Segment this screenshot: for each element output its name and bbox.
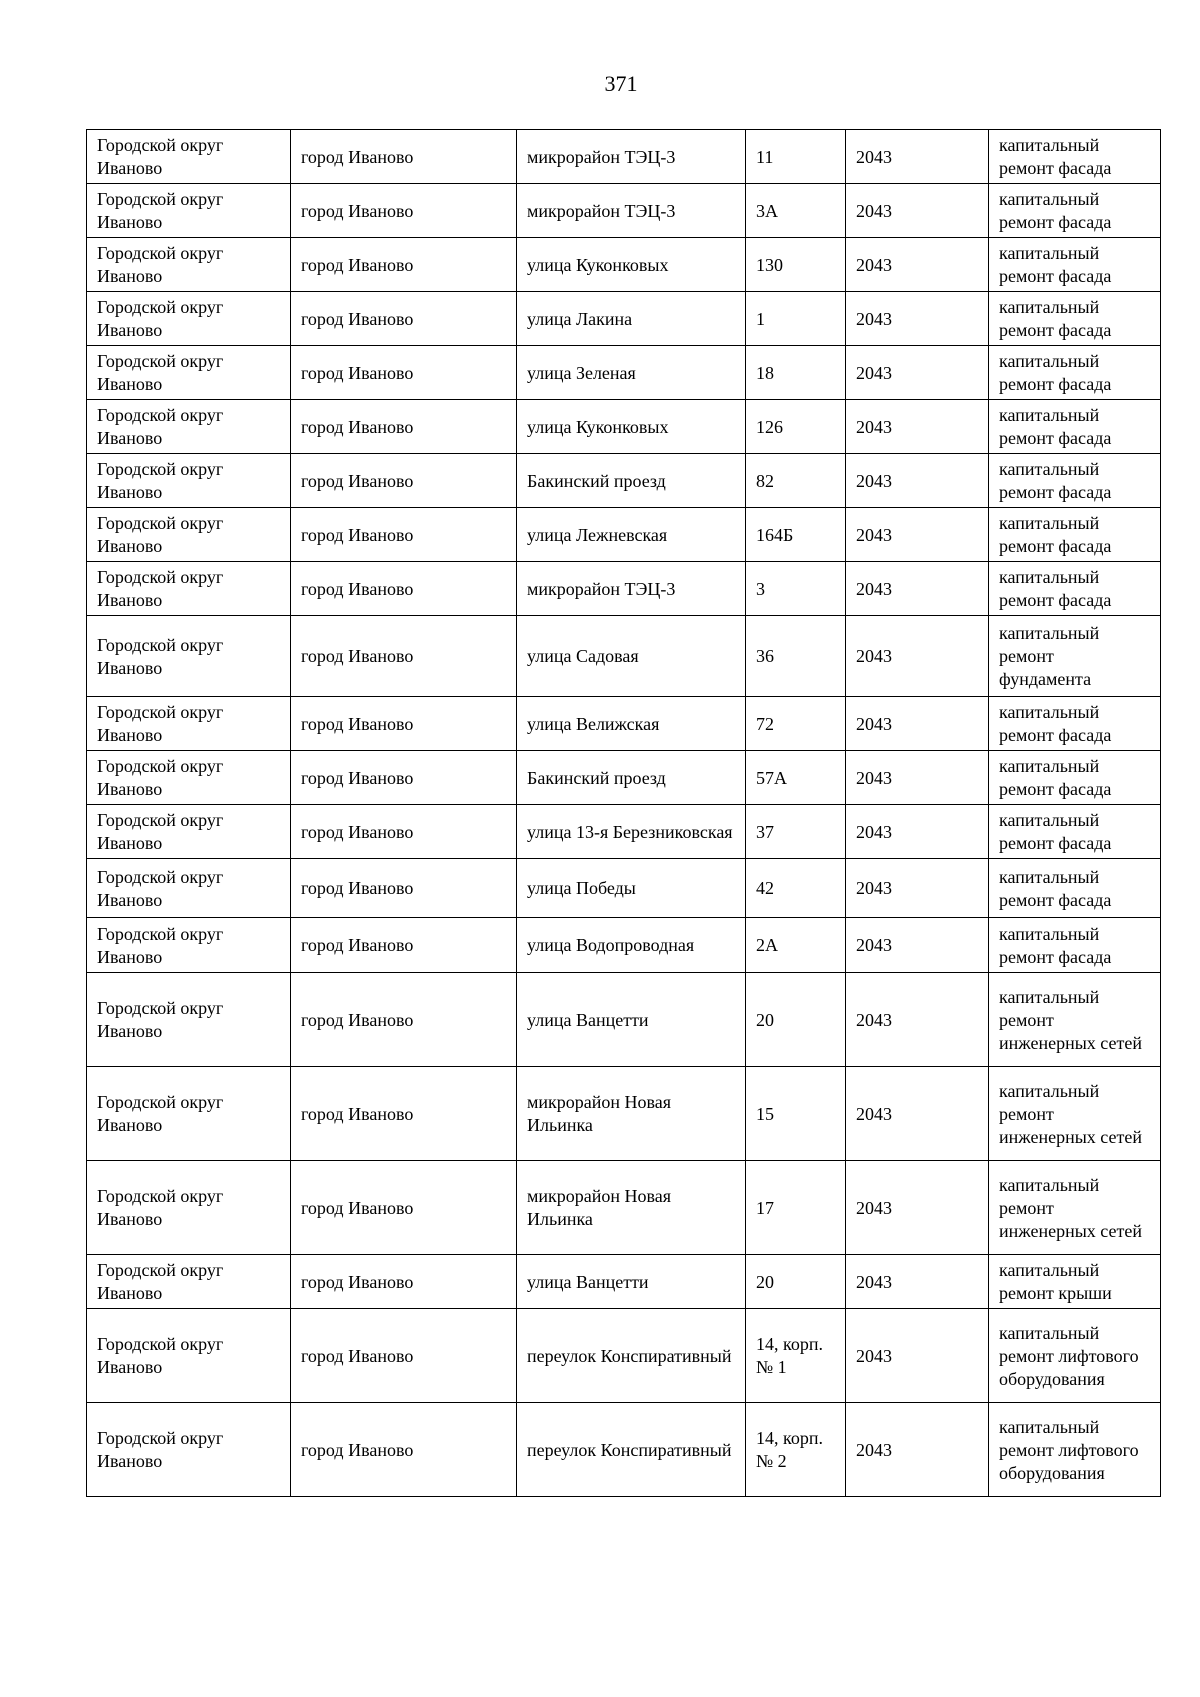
municipality-cell: Городской округ Иваново xyxy=(87,130,291,184)
year-cell: 2043 xyxy=(846,238,989,292)
street-cell: микрорайон ТЭЦ-3 xyxy=(517,184,746,238)
street-cell: Бакинский проезд xyxy=(517,454,746,508)
municipality-cell: Городской округ Иваново xyxy=(87,508,291,562)
table-row xyxy=(87,751,1161,805)
house-number-cell: 20 xyxy=(746,973,846,1067)
year-cell: 2043 xyxy=(846,697,989,751)
municipality-cell: Городской округ Иваново xyxy=(87,1161,291,1255)
settlement-cell: город Иваново xyxy=(291,562,517,616)
house-number-cell: 72 xyxy=(746,697,846,751)
street-cell: улица Ванцетти xyxy=(517,1255,746,1309)
municipality-cell: Городской округ Иваново xyxy=(87,805,291,859)
table-row xyxy=(87,1067,1161,1161)
year-cell: 2043 xyxy=(846,751,989,805)
year-cell: 2043 xyxy=(846,1255,989,1309)
year-cell: 2043 xyxy=(846,805,989,859)
work-type-cell: капитальный ремонт фасада xyxy=(989,346,1161,400)
municipality-cell: Городской округ Иваново xyxy=(87,184,291,238)
work-type-cell: капитальный ремонт фундамента xyxy=(989,616,1161,697)
street-cell: улица 13-я Березниковская xyxy=(517,805,746,859)
house-number-cell: 17 xyxy=(746,1161,846,1255)
year-cell: 2043 xyxy=(846,1309,989,1403)
settlement-cell: город Иваново xyxy=(291,859,517,918)
work-type-cell: капитальный ремонт крыши xyxy=(989,1255,1161,1309)
settlement-cell: город Иваново xyxy=(291,1403,517,1497)
settlement-cell: город Иваново xyxy=(291,616,517,697)
table-row xyxy=(87,562,1161,616)
year-cell: 2043 xyxy=(846,1403,989,1497)
municipality-cell: Городской округ Иваново xyxy=(87,292,291,346)
year-cell: 2043 xyxy=(846,454,989,508)
table-row xyxy=(87,292,1161,346)
table-row xyxy=(87,454,1161,508)
year-cell: 2043 xyxy=(846,346,989,400)
table-row xyxy=(87,400,1161,454)
house-number-cell: 126 xyxy=(746,400,846,454)
table-row xyxy=(87,805,1161,859)
page-number: 371 xyxy=(604,71,638,96)
municipality-cell: Городской округ Иваново xyxy=(87,918,291,973)
table-row xyxy=(87,1255,1161,1309)
house-number-cell: 14, корп. № 1 xyxy=(746,1309,846,1403)
table-row xyxy=(87,508,1161,562)
year-cell: 2043 xyxy=(846,918,989,973)
year-cell: 2043 xyxy=(846,292,989,346)
year-cell: 2043 xyxy=(846,859,989,918)
house-number-cell: 36 xyxy=(746,616,846,697)
settlement-cell: город Иваново xyxy=(291,346,517,400)
work-type-cell: капитальный ремонт инженерных сетей xyxy=(989,1067,1161,1161)
settlement-cell: город Иваново xyxy=(291,238,517,292)
work-type-cell: капитальный ремонт инженерных сетей xyxy=(989,1161,1161,1255)
table-row xyxy=(87,973,1161,1067)
municipality-cell: Городской округ Иваново xyxy=(87,346,291,400)
house-number-cell: 130 xyxy=(746,238,846,292)
municipality-cell: Городской округ Иваново xyxy=(87,1403,291,1497)
house-number-cell: 37 xyxy=(746,805,846,859)
year-cell: 2043 xyxy=(846,184,989,238)
settlement-cell: город Иваново xyxy=(291,1067,517,1161)
table-row xyxy=(87,859,1161,918)
year-cell: 2043 xyxy=(846,130,989,184)
table-row xyxy=(87,238,1161,292)
municipality-cell: Городской округ Иваново xyxy=(87,1309,291,1403)
year-cell: 2043 xyxy=(846,1161,989,1255)
settlement-cell: город Иваново xyxy=(291,805,517,859)
municipality-cell: Городской округ Иваново xyxy=(87,400,291,454)
street-cell: микрорайон Новая Ильинка xyxy=(517,1161,746,1255)
street-cell: улица Лежневская xyxy=(517,508,746,562)
house-number-cell: 42 xyxy=(746,859,846,918)
house-number-cell: 57А xyxy=(746,751,846,805)
work-type-cell: капитальный ремонт фасада xyxy=(989,697,1161,751)
settlement-cell: город Иваново xyxy=(291,130,517,184)
work-type-cell: капитальный ремонт лифтового оборудования xyxy=(989,1403,1161,1497)
work-type-cell: капитальный ремонт фасада xyxy=(989,918,1161,973)
settlement-cell: город Иваново xyxy=(291,918,517,973)
work-type-cell: капитальный ремонт фасада xyxy=(989,400,1161,454)
settlement-cell: город Иваново xyxy=(291,184,517,238)
street-cell: улица Лакина xyxy=(517,292,746,346)
street-cell: микрорайон Новая Ильинка xyxy=(517,1067,746,1161)
house-number-cell: 1 xyxy=(746,292,846,346)
house-number-cell: 2А xyxy=(746,918,846,973)
street-cell: улица Ванцетти xyxy=(517,973,746,1067)
municipality-cell: Городской округ Иваново xyxy=(87,562,291,616)
settlement-cell: город Иваново xyxy=(291,1255,517,1309)
work-type-cell: капитальный ремонт фасада xyxy=(989,130,1161,184)
municipality-cell: Городской округ Иваново xyxy=(87,859,291,918)
municipality-cell: Городской округ Иваново xyxy=(87,697,291,751)
house-number-cell: 3 xyxy=(746,562,846,616)
house-number-cell: 11 xyxy=(746,130,846,184)
settlement-cell: город Иваново xyxy=(291,1309,517,1403)
settlement-cell: город Иваново xyxy=(291,508,517,562)
table-row xyxy=(87,697,1161,751)
street-cell: микрорайон ТЭЦ-3 xyxy=(517,130,746,184)
settlement-cell: город Иваново xyxy=(291,454,517,508)
street-cell: улица Зеленая xyxy=(517,346,746,400)
year-cell: 2043 xyxy=(846,1067,989,1161)
year-cell: 2043 xyxy=(846,562,989,616)
settlement-cell: город Иваново xyxy=(291,973,517,1067)
table-body xyxy=(87,130,1161,1497)
street-cell: улица Садовая xyxy=(517,616,746,697)
year-cell: 2043 xyxy=(846,973,989,1067)
settlement-cell: город Иваново xyxy=(291,400,517,454)
year-cell: 2043 xyxy=(846,616,989,697)
table-row xyxy=(87,1309,1161,1403)
municipality-cell: Городской округ Иваново xyxy=(87,616,291,697)
municipality-cell: Городской округ Иваново xyxy=(87,1255,291,1309)
table-row xyxy=(87,346,1161,400)
work-type-cell: капитальный ремонт инженерных сетей xyxy=(989,973,1161,1067)
work-type-cell: капитальный ремонт фасада xyxy=(989,184,1161,238)
street-cell: переулок Конспиративный xyxy=(517,1309,746,1403)
work-type-cell: капитальный ремонт фасада xyxy=(989,751,1161,805)
table-row xyxy=(87,616,1161,697)
street-cell: Бакинский проезд xyxy=(517,751,746,805)
table-row xyxy=(87,918,1161,973)
work-type-cell: капитальный ремонт лифтового оборудования xyxy=(989,1309,1161,1403)
work-type-cell: капитальный ремонт фасада xyxy=(989,238,1161,292)
municipality-cell: Городской округ Иваново xyxy=(87,454,291,508)
house-number-cell: 3А xyxy=(746,184,846,238)
settlement-cell: город Иваново xyxy=(291,1161,517,1255)
municipality-cell: Городской округ Иваново xyxy=(87,1067,291,1161)
table-row xyxy=(87,1403,1161,1497)
work-type-cell: капитальный ремонт фасада xyxy=(989,292,1161,346)
street-cell: переулок Конспиративный xyxy=(517,1403,746,1497)
house-number-cell: 164Б xyxy=(746,508,846,562)
street-cell: микрорайон ТЭЦ-3 xyxy=(517,562,746,616)
year-cell: 2043 xyxy=(846,508,989,562)
house-number-cell: 20 xyxy=(746,1255,846,1309)
street-cell: улица Велижская xyxy=(517,697,746,751)
house-number-cell: 82 xyxy=(746,454,846,508)
table-row xyxy=(87,184,1161,238)
street-cell: улица Куконковых xyxy=(517,238,746,292)
house-number-cell: 18 xyxy=(746,346,846,400)
street-cell: улица Куконковых xyxy=(517,400,746,454)
settlement-cell: город Иваново xyxy=(291,292,517,346)
table-row xyxy=(87,1161,1161,1255)
year-cell: 2043 xyxy=(846,400,989,454)
repair-schedule-table xyxy=(86,129,1161,1497)
municipality-cell: Городской округ Иваново xyxy=(87,238,291,292)
street-cell: улица Водопроводная xyxy=(517,918,746,973)
municipality-cell: Городской округ Иваново xyxy=(87,751,291,805)
street-cell: улица Победы xyxy=(517,859,746,918)
work-type-cell: капитальный ремонт фасада xyxy=(989,454,1161,508)
work-type-cell: капитальный ремонт фасада xyxy=(989,805,1161,859)
work-type-cell: капитальный ремонт фасада xyxy=(989,562,1161,616)
house-number-cell: 14, корп. № 2 xyxy=(746,1403,846,1497)
work-type-cell: капитальный ремонт фасада xyxy=(989,508,1161,562)
house-number-cell: 15 xyxy=(746,1067,846,1161)
table-row xyxy=(87,130,1161,184)
settlement-cell: город Иваново xyxy=(291,751,517,805)
work-type-cell: капитальный ремонт фасада xyxy=(989,859,1161,918)
municipality-cell: Городской округ Иваново xyxy=(87,973,291,1067)
settlement-cell: город Иваново xyxy=(291,697,517,751)
